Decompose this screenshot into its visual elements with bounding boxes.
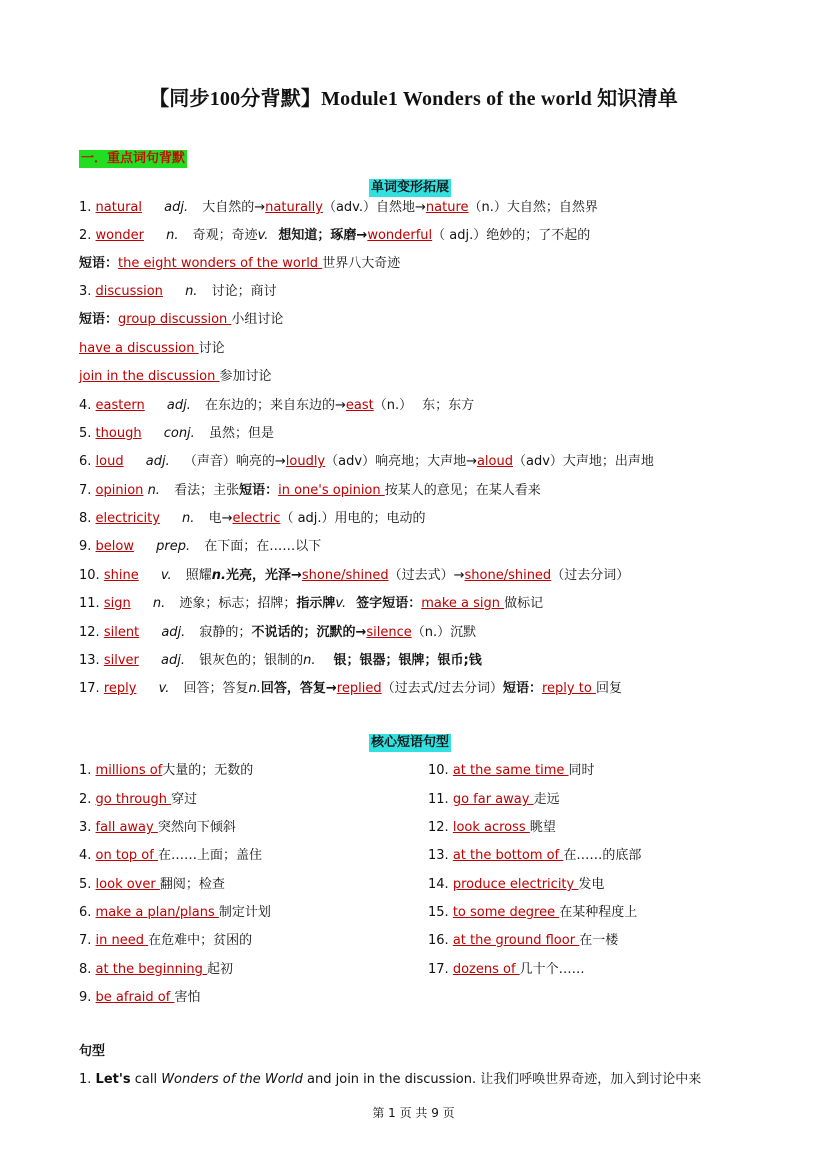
part-of-speech: n. [248, 681, 261, 696]
meaning: 回答；答复 [183, 681, 249, 696]
entry-number: 11. [79, 596, 100, 611]
word-entry-shine [79, 567, 629, 585]
meaning: 不说话的；沉默的→ [251, 625, 367, 640]
answer-phrase: dozens of [452, 962, 520, 977]
sentence-section-heading: 句型 [79, 1044, 106, 1059]
part-of-speech: adj. [161, 653, 185, 668]
answer-form: electric [232, 511, 281, 526]
phrase-entry [79, 340, 225, 358]
part-of-speech: adj. [145, 454, 170, 469]
word-entry-opinion [79, 482, 541, 500]
part-of-speech: （ adj. [432, 228, 474, 243]
answer-phrase: produce electricity [452, 877, 579, 892]
phrase-list-item [428, 904, 637, 922]
phrase-list-item [428, 876, 604, 894]
part-of-speech: prep. [156, 539, 191, 554]
answer-phrase: on top of [95, 848, 158, 863]
phrase-list-item [79, 989, 200, 1007]
meaning: 签字 [356, 596, 383, 611]
answer-phrase: join in the discussion [79, 369, 220, 384]
meaning: 在一楼 [579, 933, 619, 948]
answer-form: aloud [476, 454, 513, 469]
meaning: 眺望 [529, 820, 556, 835]
word-entry-loud [79, 453, 654, 471]
entry-number: 13. [428, 848, 449, 863]
word-entry-silver [79, 652, 482, 670]
answer-phrase: go far away [452, 792, 534, 807]
entry-number: 14. [428, 877, 449, 892]
meaning: 回答，答复→ [260, 681, 337, 696]
part-of-speech: v. [158, 681, 170, 696]
answer-form: wonderful [367, 228, 433, 243]
subheading-word-forms: 单词变形拓展 [371, 180, 450, 195]
answer-word: opinion [95, 483, 144, 498]
entry-number: 17. [428, 962, 449, 977]
phrase-list-item [79, 819, 236, 837]
phrase-list-item [428, 961, 585, 979]
part-of-speech: （adv [325, 454, 363, 469]
entry-number: 1. [79, 1072, 92, 1087]
answer-phrase: in need [95, 933, 149, 948]
part-of-speech: n. [152, 596, 166, 611]
meaning: 在某种程度上 [559, 905, 638, 920]
phrase-list-item [79, 904, 271, 922]
meaning: 照耀 [185, 568, 212, 583]
answer-phrase: make a sign [421, 596, 505, 611]
entry-number: 10. [428, 763, 449, 778]
word-entry-wonder [79, 227, 590, 245]
sentence-text: and join in the discussion. 让我们呼唤世界奇迹，加入到讨论中来 [302, 1072, 702, 1087]
sentence-text: call [130, 1072, 162, 1087]
answer-phrase: have a discussion [79, 341, 199, 356]
part-of-speech: conj. [163, 426, 195, 441]
answer-form: silence [366, 625, 412, 640]
phrase-list-item [79, 791, 197, 809]
meaning: ）自然地→ [363, 200, 426, 215]
part-of-speech: n. [147, 483, 160, 498]
entry-number: 1. [79, 763, 92, 778]
answer-phrase: at the bottom of [452, 848, 564, 863]
meaning: 同时 [568, 763, 595, 778]
answer-phrase: reply to [542, 681, 596, 696]
answer-phrase: at the same time [452, 763, 569, 778]
answer-phrase: look across [452, 820, 530, 835]
entry-number: 5. [79, 426, 92, 441]
answer-word: silver [103, 653, 139, 668]
part-of-speech: adj. [161, 625, 186, 640]
meaning: 在……的底部 [563, 848, 642, 863]
entry-number: 15. [428, 905, 449, 920]
meaning: 虽然；但是 [208, 426, 274, 441]
subheading-core-phrases: 核心短语句型 [371, 735, 450, 750]
meaning: ）大声地；出声地 [549, 454, 654, 469]
meaning: 害怕 [174, 990, 201, 1005]
meaning: 世界八大奇迹 [322, 256, 401, 271]
part-of-speech: v. [160, 568, 172, 583]
answer-phrase: at the ground floor [452, 933, 580, 948]
meaning: 银灰色的；银制的 [199, 653, 304, 668]
part-of-speech: （adv [513, 454, 550, 469]
part-of-speech: n. [303, 653, 316, 668]
answer-word: reply [103, 681, 137, 696]
answer-phrase: fall away [95, 820, 158, 835]
phrase-list-item [79, 932, 252, 950]
meaning: 几十个…… [519, 962, 585, 977]
entry-number: 6. [79, 454, 92, 469]
meaning: ）响亮地；大声地→ [362, 454, 477, 469]
meaning: 光亮，光泽→ [225, 568, 302, 583]
word-entry-natural [79, 199, 598, 217]
answer-phrase: look over [95, 877, 160, 892]
meaning: 起初 [207, 962, 234, 977]
meaning: 想知道；琢磨→ [278, 228, 368, 243]
phrase-list-item [79, 961, 233, 979]
phrase-list-item [79, 876, 225, 894]
word-entry-discussion [79, 283, 277, 301]
word-entry-eastern [79, 397, 474, 415]
meaning: 讨论；商讨 [211, 284, 277, 299]
answer-phrase: be afraid of [95, 990, 175, 1005]
entry-number: 9. [79, 539, 92, 554]
entry-number: 7. [79, 933, 92, 948]
part-of-speech: （n.） [373, 398, 413, 413]
part-of-speech: v. [257, 228, 269, 243]
answer-word: natural [95, 200, 143, 215]
meaning: ）用电的；电动的 [321, 511, 426, 526]
answer-phrase: at the beginning [95, 962, 208, 977]
part-of-speech: n. [166, 228, 179, 243]
phrase-list-item [428, 791, 560, 809]
part-of-speech: adj. [166, 398, 191, 413]
word-entry-below [79, 538, 321, 556]
meaning: 按某人的意见；在某人看来 [384, 483, 541, 498]
phrase-label: 短语： [382, 596, 422, 611]
meaning: 穿过 [171, 792, 198, 807]
answer-word: though [95, 426, 142, 441]
meaning: （过去分词） [551, 568, 630, 583]
meaning: （声音）响亮的→ [183, 454, 286, 469]
answer-form: naturally [265, 200, 323, 215]
phrase-list-item [428, 932, 618, 950]
meaning: 发电 [578, 877, 605, 892]
phrase-label: 短语： [79, 312, 119, 327]
meaning: 回复 [595, 681, 622, 696]
meaning: ）绝妙的；了不起的 [473, 228, 591, 243]
entry-number: 1. [79, 200, 92, 215]
part-of-speech: （ adj. [280, 511, 322, 526]
meaning: 银；银器；银牌；银币;钱 [333, 653, 482, 668]
phrase-entry [79, 311, 283, 329]
part-of-speech: n. [182, 511, 195, 526]
meaning: 东；东方 [422, 398, 475, 413]
part-of-speech: adj. [164, 200, 189, 215]
answer-form: east [345, 398, 374, 413]
meaning: 翻阅；检查 [159, 877, 225, 892]
word-entry-reply [79, 680, 622, 698]
entry-number: 8. [79, 962, 92, 977]
answer-phrase: in one's opinion [278, 483, 385, 498]
meaning: 沉默 [450, 625, 477, 640]
meaning: 走远 [533, 792, 560, 807]
answer-word: electricity [95, 511, 160, 526]
entry-number: 7. [79, 483, 92, 498]
entry-number: 5. [79, 877, 92, 892]
answer-word: silent [103, 625, 140, 640]
part-of-speech: （adv. [322, 200, 363, 215]
entry-number: 10. [79, 568, 100, 583]
part-of-speech: n. [185, 284, 198, 299]
entry-number: 6. [79, 905, 92, 920]
meaning: 讨论 [198, 341, 225, 356]
meaning: 参加讨论 [219, 369, 272, 384]
sentence-entry [79, 1071, 701, 1089]
entry-number: 17. [79, 681, 100, 696]
meaning: 指示牌 [296, 596, 336, 611]
phrase-list-item [79, 847, 262, 865]
phrase-list-item [428, 847, 641, 865]
entry-number: 12. [79, 625, 100, 640]
answer-word: loud [95, 454, 124, 469]
sentence-italic-title: Wonders of the World [161, 1072, 303, 1087]
phrase-label: 短语： [79, 256, 119, 271]
meaning: 电→ [208, 511, 233, 526]
answer-phrase: to some degree [452, 905, 560, 920]
answer-form: loudly [285, 454, 326, 469]
answer-phrase: group discussion [118, 312, 232, 327]
answer-form: nature [425, 200, 469, 215]
meaning: 制定计划 [218, 905, 271, 920]
word-entry-though [79, 425, 274, 443]
entry-number: 12. [428, 820, 449, 835]
meaning: 小组讨论 [231, 312, 284, 327]
answer-word: wonder [95, 228, 144, 243]
answer-phrase: millions of [95, 763, 163, 778]
answer-word: below [95, 539, 134, 554]
meaning: 大自然的→ [202, 200, 266, 215]
entry-number: 2. [79, 228, 92, 243]
meaning: 看法；主张 [174, 483, 240, 498]
word-entry-electricity [79, 510, 426, 528]
entry-number: 13. [79, 653, 100, 668]
meaning: 寂静的； [199, 625, 252, 640]
section-heading-key-words: 一．重点词句背默 [81, 151, 186, 166]
answer-word: shine [103, 568, 139, 583]
answer-word: discussion [95, 284, 163, 299]
word-entry-silent [79, 624, 476, 642]
meaning: 迹象；标志；招牌； [179, 596, 297, 611]
entry-number: 11. [428, 792, 449, 807]
entry-number: 8. [79, 511, 92, 526]
entry-number: 3. [79, 284, 92, 299]
meaning: （过去式）→ [388, 568, 465, 583]
phrase-list-item [428, 819, 556, 837]
meaning: （过去式/过去分词） [381, 681, 503, 696]
phrase-list-item [428, 762, 595, 780]
meaning: 突然向下倾斜 [157, 820, 236, 835]
entry-number: 4. [79, 848, 92, 863]
part-of-speech: n. [211, 568, 226, 583]
answer-phrase: make a plan/plans [95, 905, 219, 920]
phrase-entry [79, 255, 400, 273]
page-footer: 第 1 页 共 9 页 [372, 1106, 455, 1120]
answer-phrase: go through [95, 792, 172, 807]
part-of-speech: （n.） [411, 625, 451, 640]
entry-number: 4. [79, 398, 92, 413]
page-title: 【同步100分背默】Module1 Wonders of the world 知识清单 [149, 88, 678, 110]
answer-form: shone/shined [464, 568, 552, 583]
meaning: 在下面；在……以下 [204, 539, 322, 554]
answer-form: shone/shined [301, 568, 389, 583]
meaning: 大量的；无数的 [162, 763, 254, 778]
entry-number: 16. [428, 933, 449, 948]
part-of-speech: v. [335, 596, 347, 611]
meaning: 在东边的；来自东边的→ [205, 398, 346, 413]
phrase-label: 短语： [239, 483, 279, 498]
entry-number: 9. [79, 990, 92, 1005]
phrase-entry [79, 368, 272, 386]
entry-number: 2. [79, 792, 92, 807]
answer-word: eastern [95, 398, 145, 413]
answer-phrase: the eight wonders of the world [118, 256, 323, 271]
entry-number: 3. [79, 820, 92, 835]
meaning: 做标记 [504, 596, 544, 611]
phrase-label: 短语： [502, 681, 542, 696]
sentence-bold-word: Let's [95, 1072, 131, 1087]
meaning: 在……上面；盖住 [157, 848, 262, 863]
meaning: 奇观；奇迹 [192, 228, 258, 243]
phrase-list-item [79, 762, 253, 780]
part-of-speech: （n.） [468, 200, 507, 215]
meaning: 在危难中；贫困的 [148, 933, 253, 948]
answer-form: replied [336, 681, 382, 696]
word-entry-sign [79, 595, 543, 613]
answer-word: sign [103, 596, 131, 611]
meaning: 大自然；自然界 [506, 200, 598, 215]
